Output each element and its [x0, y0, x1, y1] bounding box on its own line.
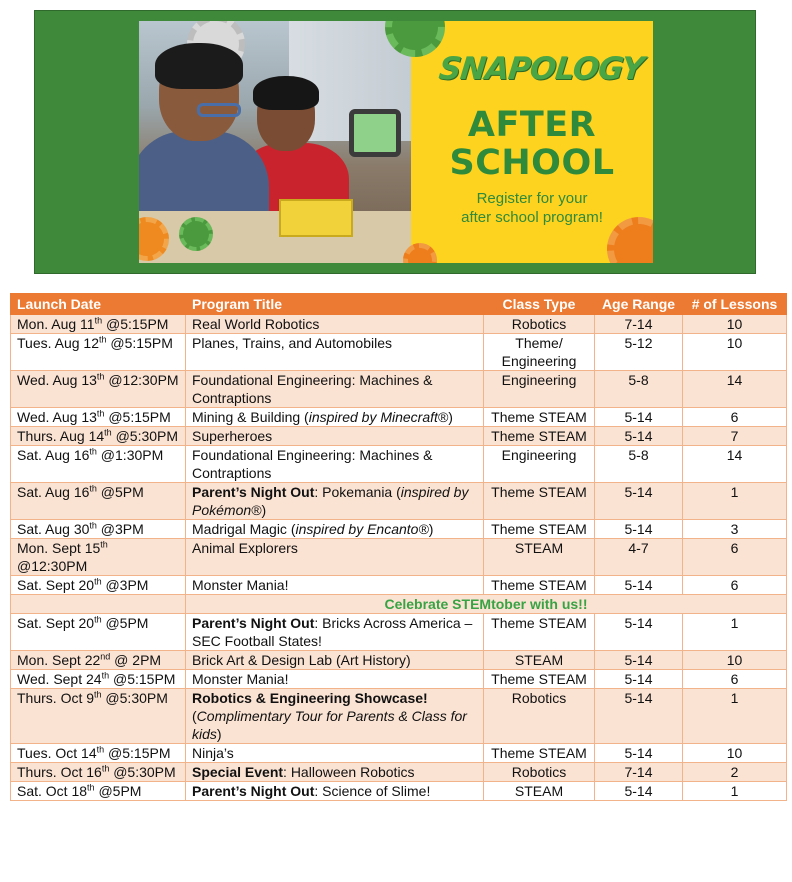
launch-date-cell: [11, 782, 186, 801]
date-suffix: th: [94, 576, 102, 587]
launch-date: Sat. Oct 18: [17, 783, 88, 799]
date-suffix: th: [94, 614, 102, 625]
age-range-cell: 7-14: [595, 315, 683, 334]
date-suffix: th: [100, 539, 108, 550]
lessons-cell: 10: [683, 315, 787, 334]
age-range-cell: 5-14: [595, 520, 683, 539]
launch-time: @12:30PM: [104, 372, 179, 388]
age-range-cell: 5-14: [595, 576, 683, 595]
launch-date-cell: [11, 651, 186, 670]
table-row: [11, 670, 787, 689]
program-title: Superheroes: [192, 428, 273, 444]
age-range-cell: 5-14: [595, 614, 683, 651]
class-type-cell: Theme STEAM: [484, 576, 595, 595]
launch-date: Thurs. Oct 16: [17, 764, 102, 780]
lessons-cell: 10: [683, 744, 787, 763]
program-title-cell: [186, 446, 484, 483]
program-title: Mining & Building (: [192, 409, 309, 425]
table-header-row: [11, 294, 787, 315]
program-title-italic: inspired by Pokémon®: [192, 484, 469, 518]
launch-date-cell: [11, 483, 186, 520]
program-title: Brick Art & Design Lab (Art History): [192, 652, 411, 668]
date-suffix: th: [87, 782, 95, 793]
launch-time: @5PM: [94, 783, 142, 799]
lego-toy-image: [279, 199, 353, 237]
launch-date: Sat. Sept 20: [17, 615, 95, 631]
tagline-line-1: Register for your: [476, 190, 588, 207]
program-title-bold: Parent’s Night Out: [192, 484, 315, 500]
program-title-cell: [186, 744, 484, 763]
age-range-cell: 5-14: [595, 782, 683, 801]
launch-time: @5:15PM: [104, 745, 171, 761]
launch-time: @5PM: [101, 615, 149, 631]
table-row: [11, 371, 787, 408]
program-title: Monster Mania!: [192, 671, 289, 687]
date-suffix: th: [94, 315, 103, 326]
program-title: Planes, Trains, and Automobiles: [192, 335, 393, 351]
program-title-bold: Special Event: [192, 764, 284, 780]
program-title: : Pokemania (: [314, 484, 401, 500]
launch-date-cell: [11, 315, 186, 334]
launch-date: Wed. Sept 24: [17, 671, 102, 687]
table-row: [11, 483, 787, 520]
program-title: : Halloween Robotics: [283, 764, 415, 780]
launch-time: @5:15PM: [102, 316, 169, 332]
table-row: [11, 315, 787, 334]
lessons-cell: 10: [683, 651, 787, 670]
headline-school: SCHOOL: [449, 143, 615, 183]
gear-icon: [179, 217, 213, 251]
lessons-cell: 1: [683, 689, 787, 744]
launch-date: Mon. Sept 22: [17, 652, 101, 668]
date-suffix: th: [96, 371, 105, 382]
section-note-row: [11, 595, 787, 614]
launch-date: Wed. Aug 13: [17, 372, 97, 388]
table-row: [11, 446, 787, 483]
class-type-cell: STEAM: [484, 651, 595, 670]
promo-banner: [34, 10, 756, 274]
launch-date: Sat. Sept 20: [17, 577, 95, 593]
program-title: Madrigal Magic (: [192, 521, 296, 537]
class-type-cell: Theme STEAM: [484, 483, 595, 520]
launch-date: Mon. Aug 11: [17, 316, 95, 332]
age-range-cell: 7-14: [595, 763, 683, 782]
launch-date-cell: [11, 408, 186, 427]
kids-building-photo: [139, 21, 411, 263]
program-title-cell: [186, 782, 484, 801]
lessons-cell: 3: [683, 520, 787, 539]
launch-date: Thurs. Aug 14: [17, 428, 105, 444]
age-range-cell: 5-14: [595, 427, 683, 446]
launch-time: @12:30PM: [17, 558, 88, 574]
date-suffix: th: [89, 483, 97, 494]
lessons-cell: 6: [683, 408, 787, 427]
date-suffix: th: [89, 520, 97, 531]
brand-logo: SNAPOLOGY: [437, 51, 645, 87]
program-title: Foundational Engineering: Machines & Contraptions: [192, 372, 433, 406]
table-row: [11, 614, 787, 651]
date-suffix: th: [89, 446, 97, 457]
launch-date-cell: [11, 763, 186, 782]
program-title: Real World Robotics: [192, 316, 320, 332]
tagline: [411, 189, 653, 227]
launch-date-cell: [11, 539, 186, 576]
header-class-type: Class Type: [484, 294, 595, 315]
launch-date-cell: [11, 576, 186, 595]
class-type-cell: Robotics: [484, 689, 595, 744]
program-title: Foundational Engineering: Machines & Contraptions: [192, 447, 433, 481]
program-title-cell: [186, 483, 484, 520]
program-title-tail: ): [448, 409, 453, 425]
table-row: [11, 334, 787, 371]
launch-date: Sat. Aug 16: [17, 447, 90, 463]
class-type-cell: Robotics: [484, 763, 595, 782]
class-type-cell: Theme/ Engineering: [484, 334, 595, 371]
launch-time: @1:30PM: [96, 447, 164, 463]
header-age-range: Age Range: [595, 294, 683, 315]
lessons-cell: 14: [683, 371, 787, 408]
class-type-cell: STEAM: [484, 782, 595, 801]
launch-time: @5:30PM: [109, 764, 176, 780]
class-type-cell: Theme STEAM: [484, 427, 595, 446]
launch-date-cell: [11, 614, 186, 651]
program-title-cell: [186, 763, 484, 782]
launch-date-cell: [11, 427, 186, 446]
program-title-cell: [186, 670, 484, 689]
date-suffix: th: [101, 763, 110, 774]
lessons-cell: 1: [683, 483, 787, 520]
class-type-cell: Theme STEAM: [484, 520, 595, 539]
table-row: [11, 427, 787, 446]
launch-date: Wed. Aug 13: [17, 409, 97, 425]
age-range-cell: 5-8: [595, 371, 683, 408]
lessons-cell: 1: [683, 614, 787, 651]
age-range-cell: 5-14: [595, 483, 683, 520]
program-title-bold: Robotics & Engineering Showcase!: [192, 690, 428, 706]
age-range-cell: 5-14: [595, 651, 683, 670]
table-row: [11, 539, 787, 576]
age-range-cell: 5-12: [595, 334, 683, 371]
program-title: Monster Mania!: [192, 577, 289, 593]
program-title-tail: ): [216, 726, 222, 742]
launch-date-cell: [11, 689, 186, 744]
promo-panel: [411, 21, 653, 263]
date-suffix: th: [94, 689, 102, 700]
program-title-bold: Parent’s Night Out: [192, 783, 315, 799]
launch-time: @3PM: [101, 577, 149, 593]
tablet-image: [349, 109, 401, 157]
class-type-cell: Theme STEAM: [484, 408, 595, 427]
launch-date-cell: [11, 520, 186, 539]
date-suffix: th: [101, 670, 110, 681]
launch-date: Tues. Oct 14: [17, 745, 97, 761]
table-row: [11, 576, 787, 595]
class-type-cell: Engineering: [484, 371, 595, 408]
schedule-table: [10, 293, 787, 801]
class-type-cell: Robotics: [484, 315, 595, 334]
age-range-cell: 5-14: [595, 408, 683, 427]
program-title-cell: [186, 539, 484, 576]
program-title: (: [192, 708, 197, 724]
table-row: [11, 520, 787, 539]
program-title-italic: inspired by Encanto®: [295, 521, 429, 537]
lessons-cell: 10: [683, 334, 787, 371]
program-title-cell: [186, 408, 484, 427]
launch-time: @5PM: [96, 484, 144, 500]
program-title: : Bricks Across America – SEC Football States!: [192, 615, 473, 649]
lessons-cell: 1: [683, 782, 787, 801]
date-suffix: th: [96, 744, 105, 755]
program-title: : Science of Slime!: [314, 783, 431, 799]
lessons-cell: 6: [683, 539, 787, 576]
class-type-cell: Theme STEAM: [484, 744, 595, 763]
program-title-cell: [186, 315, 484, 334]
table-row: [11, 744, 787, 763]
program-title-tail: ): [428, 521, 434, 537]
launch-date-cell: [11, 446, 186, 483]
lessons-cell: 6: [683, 670, 787, 689]
table-row: [11, 763, 787, 782]
program-title-italic: Complimentary Tour for Parents & Class for kids: [192, 708, 467, 742]
program-title-cell: [186, 689, 484, 744]
gear-icon: [403, 243, 437, 263]
date-suffix: th: [96, 408, 105, 419]
stemtober-note: Celebrate STEMtober with us!!: [186, 595, 787, 614]
lessons-cell: 7: [683, 427, 787, 446]
launch-date: Thurs. Oct 9: [17, 690, 95, 706]
header-lessons: # of Lessons: [683, 294, 787, 315]
age-range-cell: 5-8: [595, 446, 683, 483]
header-program-title: Program Title: [186, 294, 484, 315]
launch-date-cell: [11, 744, 186, 763]
age-range-cell: 5-14: [595, 670, 683, 689]
note-spacer-cell: [11, 595, 186, 614]
table-row: [11, 408, 787, 427]
lessons-cell: 2: [683, 763, 787, 782]
launch-time: @ 2PM: [110, 652, 162, 668]
launch-date-cell: [11, 371, 186, 408]
program-title-cell: [186, 576, 484, 595]
launch-date: Sat. Aug 16: [17, 484, 90, 500]
banner-image: [139, 21, 653, 263]
program-title: Animal Explorers: [192, 540, 298, 556]
date-suffix: th: [98, 334, 107, 345]
program-title-bold: Parent’s Night Out: [192, 615, 315, 631]
launch-time: @5:15PM: [104, 409, 171, 425]
launch-time: @5:30PM: [111, 428, 179, 444]
program-title: Ninja’s: [192, 745, 234, 761]
header-launch-date: Launch Date: [11, 294, 186, 315]
date-suffix: th: [104, 427, 112, 438]
age-range-cell: 4-7: [595, 539, 683, 576]
table-row: [11, 651, 787, 670]
program-title-cell: [186, 371, 484, 408]
program-title-tail: ): [261, 502, 267, 518]
class-type-cell: Theme STEAM: [484, 670, 595, 689]
program-title-cell: [186, 520, 484, 539]
launch-date: Mon. Sept 15: [17, 540, 101, 556]
launch-time: @5:30PM: [101, 690, 168, 706]
program-title-cell: [186, 651, 484, 670]
age-range-cell: 5-14: [595, 689, 683, 744]
launch-date-cell: [11, 334, 186, 371]
table-row: [11, 689, 787, 744]
lessons-cell: 14: [683, 446, 787, 483]
program-title-cell: [186, 334, 484, 371]
program-title-cell: [186, 614, 484, 651]
class-type-cell: Theme STEAM: [484, 614, 595, 651]
table-row: [11, 782, 787, 801]
launch-time: @5:15PM: [109, 671, 176, 687]
tagline-line-2: after school program!: [461, 209, 603, 226]
headline-after: AFTER: [467, 105, 597, 145]
class-type-cell: STEAM: [484, 539, 595, 576]
launch-date: Sat. Aug 30: [17, 521, 90, 537]
class-type-cell: Engineering: [484, 446, 595, 483]
program-title-italic: inspired by Minecraft®: [308, 409, 449, 425]
lessons-cell: 6: [683, 576, 787, 595]
age-range-cell: 5-14: [595, 744, 683, 763]
date-suffix: nd: [100, 651, 111, 662]
program-title-cell: [186, 427, 484, 446]
launch-date-cell: [11, 670, 186, 689]
launch-time: @3PM: [96, 521, 144, 537]
launch-time: @5:15PM: [106, 335, 173, 351]
launch-date: Tues. Aug 12: [17, 335, 99, 351]
